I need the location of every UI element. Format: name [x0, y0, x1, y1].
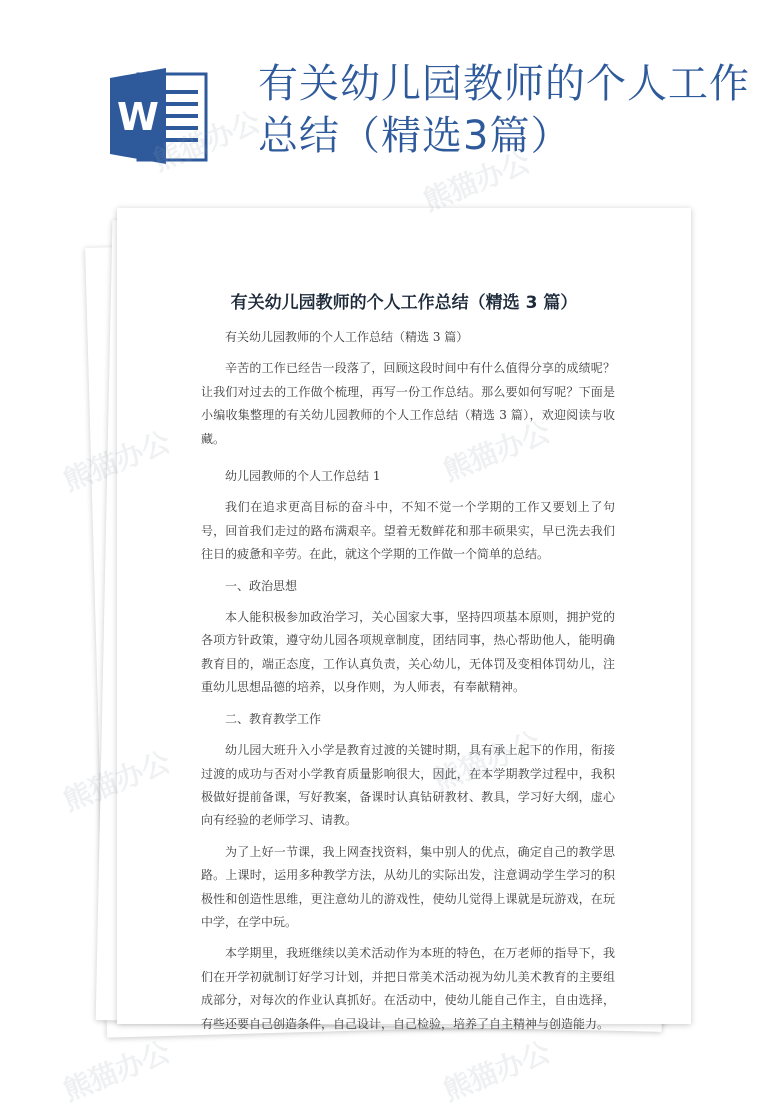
document-body	[201, 326, 615, 1044]
document-page	[117, 208, 691, 1031]
document-title: 有关幼儿园教师的个人工作总结（精选 3 篇）	[230, 293, 578, 313]
paragraph: 本人能积极参加政治学习，关心国家大事，坚持四项基本原则，拥护党的各项方针政策，遵守幼儿园各项规章制度，团结同事，热心帮助他人，能明确教育目的，端正态度，工作认真负责，关心幼儿，无体罚及变相体罚幼儿，注重幼儿思想品德的培养，以身作则，为人师表，有奉献精神。	[201, 610, 615, 695]
paragraph-subtitle: 有关幼儿园教师的个人工作总结（精选 3 篇）	[225, 330, 469, 344]
paragraph: 本学期里，我班继续以美术活动作为本班的特色，在万老师的指导下，我们在开学初就制订好学习计划，并把日常美术活动视为幼儿美术教育的主要组成部分，对每次的作业认真抓好。在活动中，使幼儿能自己作主，自由选择，有些还要自己创造条件，自己设计，自己检验，培养了自主精神与创造能力。	[201, 946, 615, 1031]
section-heading: 二、教育教学工作	[225, 711, 322, 726]
paragraph-intro: 辛苦的工作已经告一段落了，回顾这段时间中有什么值得分享的成绩呢？让我们对过去的工作做个梳理，再写一份工作总结。那么要如何写呢？下面是小编收集整理的有关幼儿园教师的个人工作总结（精选 3 篇），欢迎阅读与收藏。	[201, 361, 615, 446]
svg-text:W: W	[117, 95, 159, 139]
watermark: 熊猫办公	[418, 145, 535, 218]
watermark: 熊猫办公	[438, 1035, 555, 1108]
word-document-icon	[108, 64, 212, 168]
section-heading: 幼儿园教师的个人工作总结 1	[225, 469, 381, 484]
paragraph: 为了上好一节课，我上网查找资料，集中别人的优点，确定自己的教学思路。上课时，运用多种教学方法，从幼儿的实际出发，注意调动学生学习的积极性和创造性思维，更注意幼儿的游戏性，使幼儿觉得上课就是玩游戏，在玩中学，在学中玩。	[201, 844, 615, 929]
watermark: 熊猫办公	[58, 1035, 175, 1108]
banner	[0, 0, 780, 200]
banner-title: 有关幼儿园教师的个人工作总结（精选3篇）	[258, 61, 750, 159]
section-heading: 一、政治思想	[225, 578, 298, 593]
paragraph: 幼儿园大班升入小学是教育过渡的关键时期，具有承上起下的作用，衔接过渡的成功与否对小学教育质量影响很大，因此，在本学期教学过程中，我积极做好提前备课，写好教案，备课时认真钻研教材、教具，学习好大纲，虚心向有经验的老师学习、请教。	[201, 743, 615, 828]
paragraph: 我们在追求更高目标的奋斗中，不知不觉一个学期的工作又要划上了句号，回首我们走过的路布满艰辛。望着无数鲜花和那丰硕果实，早已洗去我们往日的疲惫和辛劳。在此，就这个学期的工作做一个简单的总结。	[201, 500, 615, 562]
